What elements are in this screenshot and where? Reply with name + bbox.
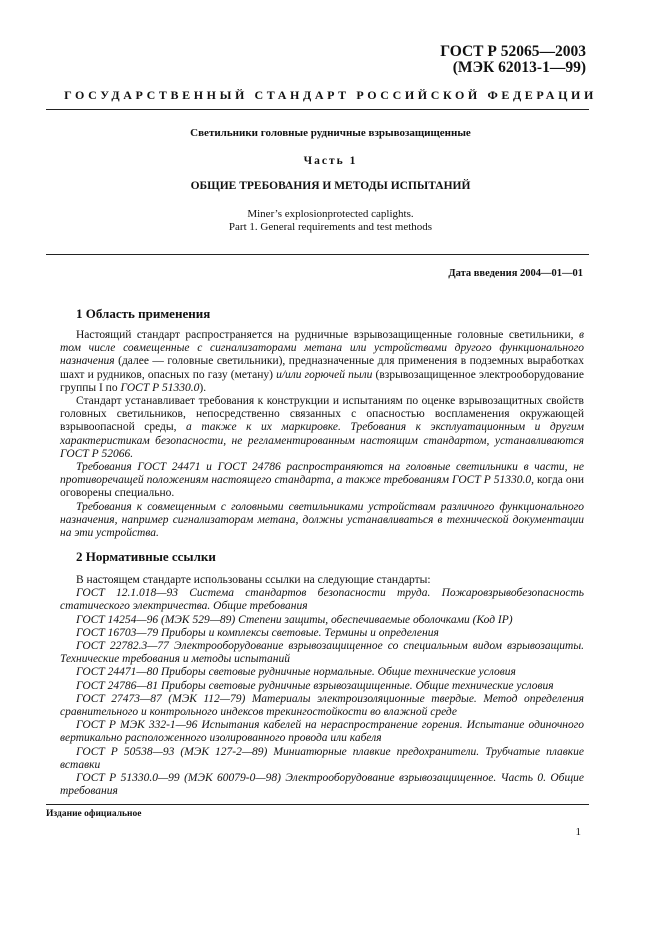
- english-title-line1: Miner’s explosionprotected caplights.: [247, 208, 414, 220]
- paragraph: Стандарт устанавливает требования к конструкции и испытаниям по оценке взрывозащитных свойств головных светильников, непосредственно связанных с опасностью воспламенения окружающей взрывоопасной среды, а также к их маркировке. Требования к эксплуатационным и другим характеристикам безопасности, не регламентированным настоящим стандартом, устанавливаются ГОСТ Р 52066.: [60, 395, 584, 460]
- official-edition-note: Издание официальное: [46, 809, 142, 819]
- introduction-date: Дата введения 2004—01—01: [448, 268, 583, 279]
- state-standard-title: ГОСУДАРСТВЕННЫЙ СТАНДАРТ РОССИЙСКОЙ ФЕДЕРАЦИИ: [64, 88, 597, 102]
- document-title: Светильники головные рудничные взрывозащищенные: [190, 127, 471, 139]
- paragraph: В настоящем стандарте использованы ссылки на следующие стандарты:: [76, 574, 431, 586]
- section-2-body: [60, 574, 584, 798]
- page-number: 1: [575, 826, 581, 838]
- paragraph: Настоящий стандарт распространяется на рудничные взрывозащищенные головные светильники, в том числе совмещенные с сигнализаторами метана или устройствами другого функционального назначения (далее — головные светильники), предназначенные для применения в подземных выработках шахт и рудников, опасных по газу (метану) и/или горючей пыли (взрывозащищенное электрооборудование группы I по ГОСТ Р 51330.0).: [60, 329, 585, 394]
- section-2-heading: 2 Нормативные ссылки: [76, 549, 216, 564]
- section-1-heading: 1 Область применения: [76, 306, 211, 321]
- reference-item: ГОСТ 24786—81 Приборы световые рудничные взрывозащищенные. Общие технические условия: [76, 679, 554, 692]
- reference-item: ГОСТ 27473—87 (МЭК 112—79) Материалы электроизоляционные твердые. Метод определения сравнительного и контрольного индексов трекингостойкости во влажной среде: [60, 692, 584, 719]
- reference-item: ГОСТ 24471—80 Приборы световые рудничные нормальные. Общие технические условия: [76, 666, 516, 679]
- reference-item: ГОСТ 12.1.018—93 Система стандартов безопасности труда. Пожаровзрывобезопасность статического электричества. Общие требования: [60, 587, 584, 613]
- reference-item: ГОСТ 16703—79 Приборы и комплексы световые. Термины и определения: [76, 626, 439, 639]
- english-title: [0, 208, 661, 234]
- reference-item: ГОСТ Р 50538—93 (МЭК 127-2—89) Миниатюрные плавкие предохранители. Трубчатые плавкие вставки: [60, 745, 584, 771]
- paragraph: Требования к совмещенным с головными светильниками устройствам различного функционального назначения, например сигнализаторам метана, должны устанавливаться в технической документации на эти устройства.: [60, 500, 584, 540]
- section-1-body: [60, 329, 584, 540]
- gost-number: ГОСТ Р 52065—2003: [440, 43, 586, 60]
- reference-item: ГОСТ Р МЭК 332-1—96 Испытания кабелей на нераспространение горения. Испытание одиночного вертикально расположенного изолированного провода или кабеля: [60, 719, 584, 745]
- reference-item: ГОСТ Р 51330.0—99 (МЭК 60079-0—98) Электрооборудование взрывозащищенное. Часть 0. Общие требования: [60, 772, 584, 798]
- reference-item: ГОСТ 22782.3—77 Электрооборудование взрывозащищенное со специальным видом взрывозащиты. Технические требования и методы испытаний: [60, 640, 584, 666]
- iec-number: (МЭК 62013-1—99): [452, 59, 586, 76]
- part-label: Часть 1: [303, 155, 358, 167]
- english-title-line2: Part 1. General requirements and test methods: [228, 221, 433, 233]
- main-title: ОБЩИЕ ТРЕБОВАНИЯ И МЕТОДЫ ИСПЫТАНИЙ: [190, 180, 471, 192]
- title-divider: [46, 254, 589, 255]
- gost-designation: [440, 44, 586, 76]
- reference-item: ГОСТ 14254—96 (МЭК 529—89) Степени защиты, обеспечиваемые оболочками (Код IP): [76, 613, 513, 626]
- footer-divider: [46, 804, 589, 805]
- header-divider: [46, 109, 589, 110]
- paragraph: Требования ГОСТ 24471 и ГОСТ 24786 распространяются на головные светильники в части, не противоречащей положениям настоящего стандарта, а также требованиям ГОСТ Р 51330.0, когда они оговорены специально.: [60, 461, 584, 500]
